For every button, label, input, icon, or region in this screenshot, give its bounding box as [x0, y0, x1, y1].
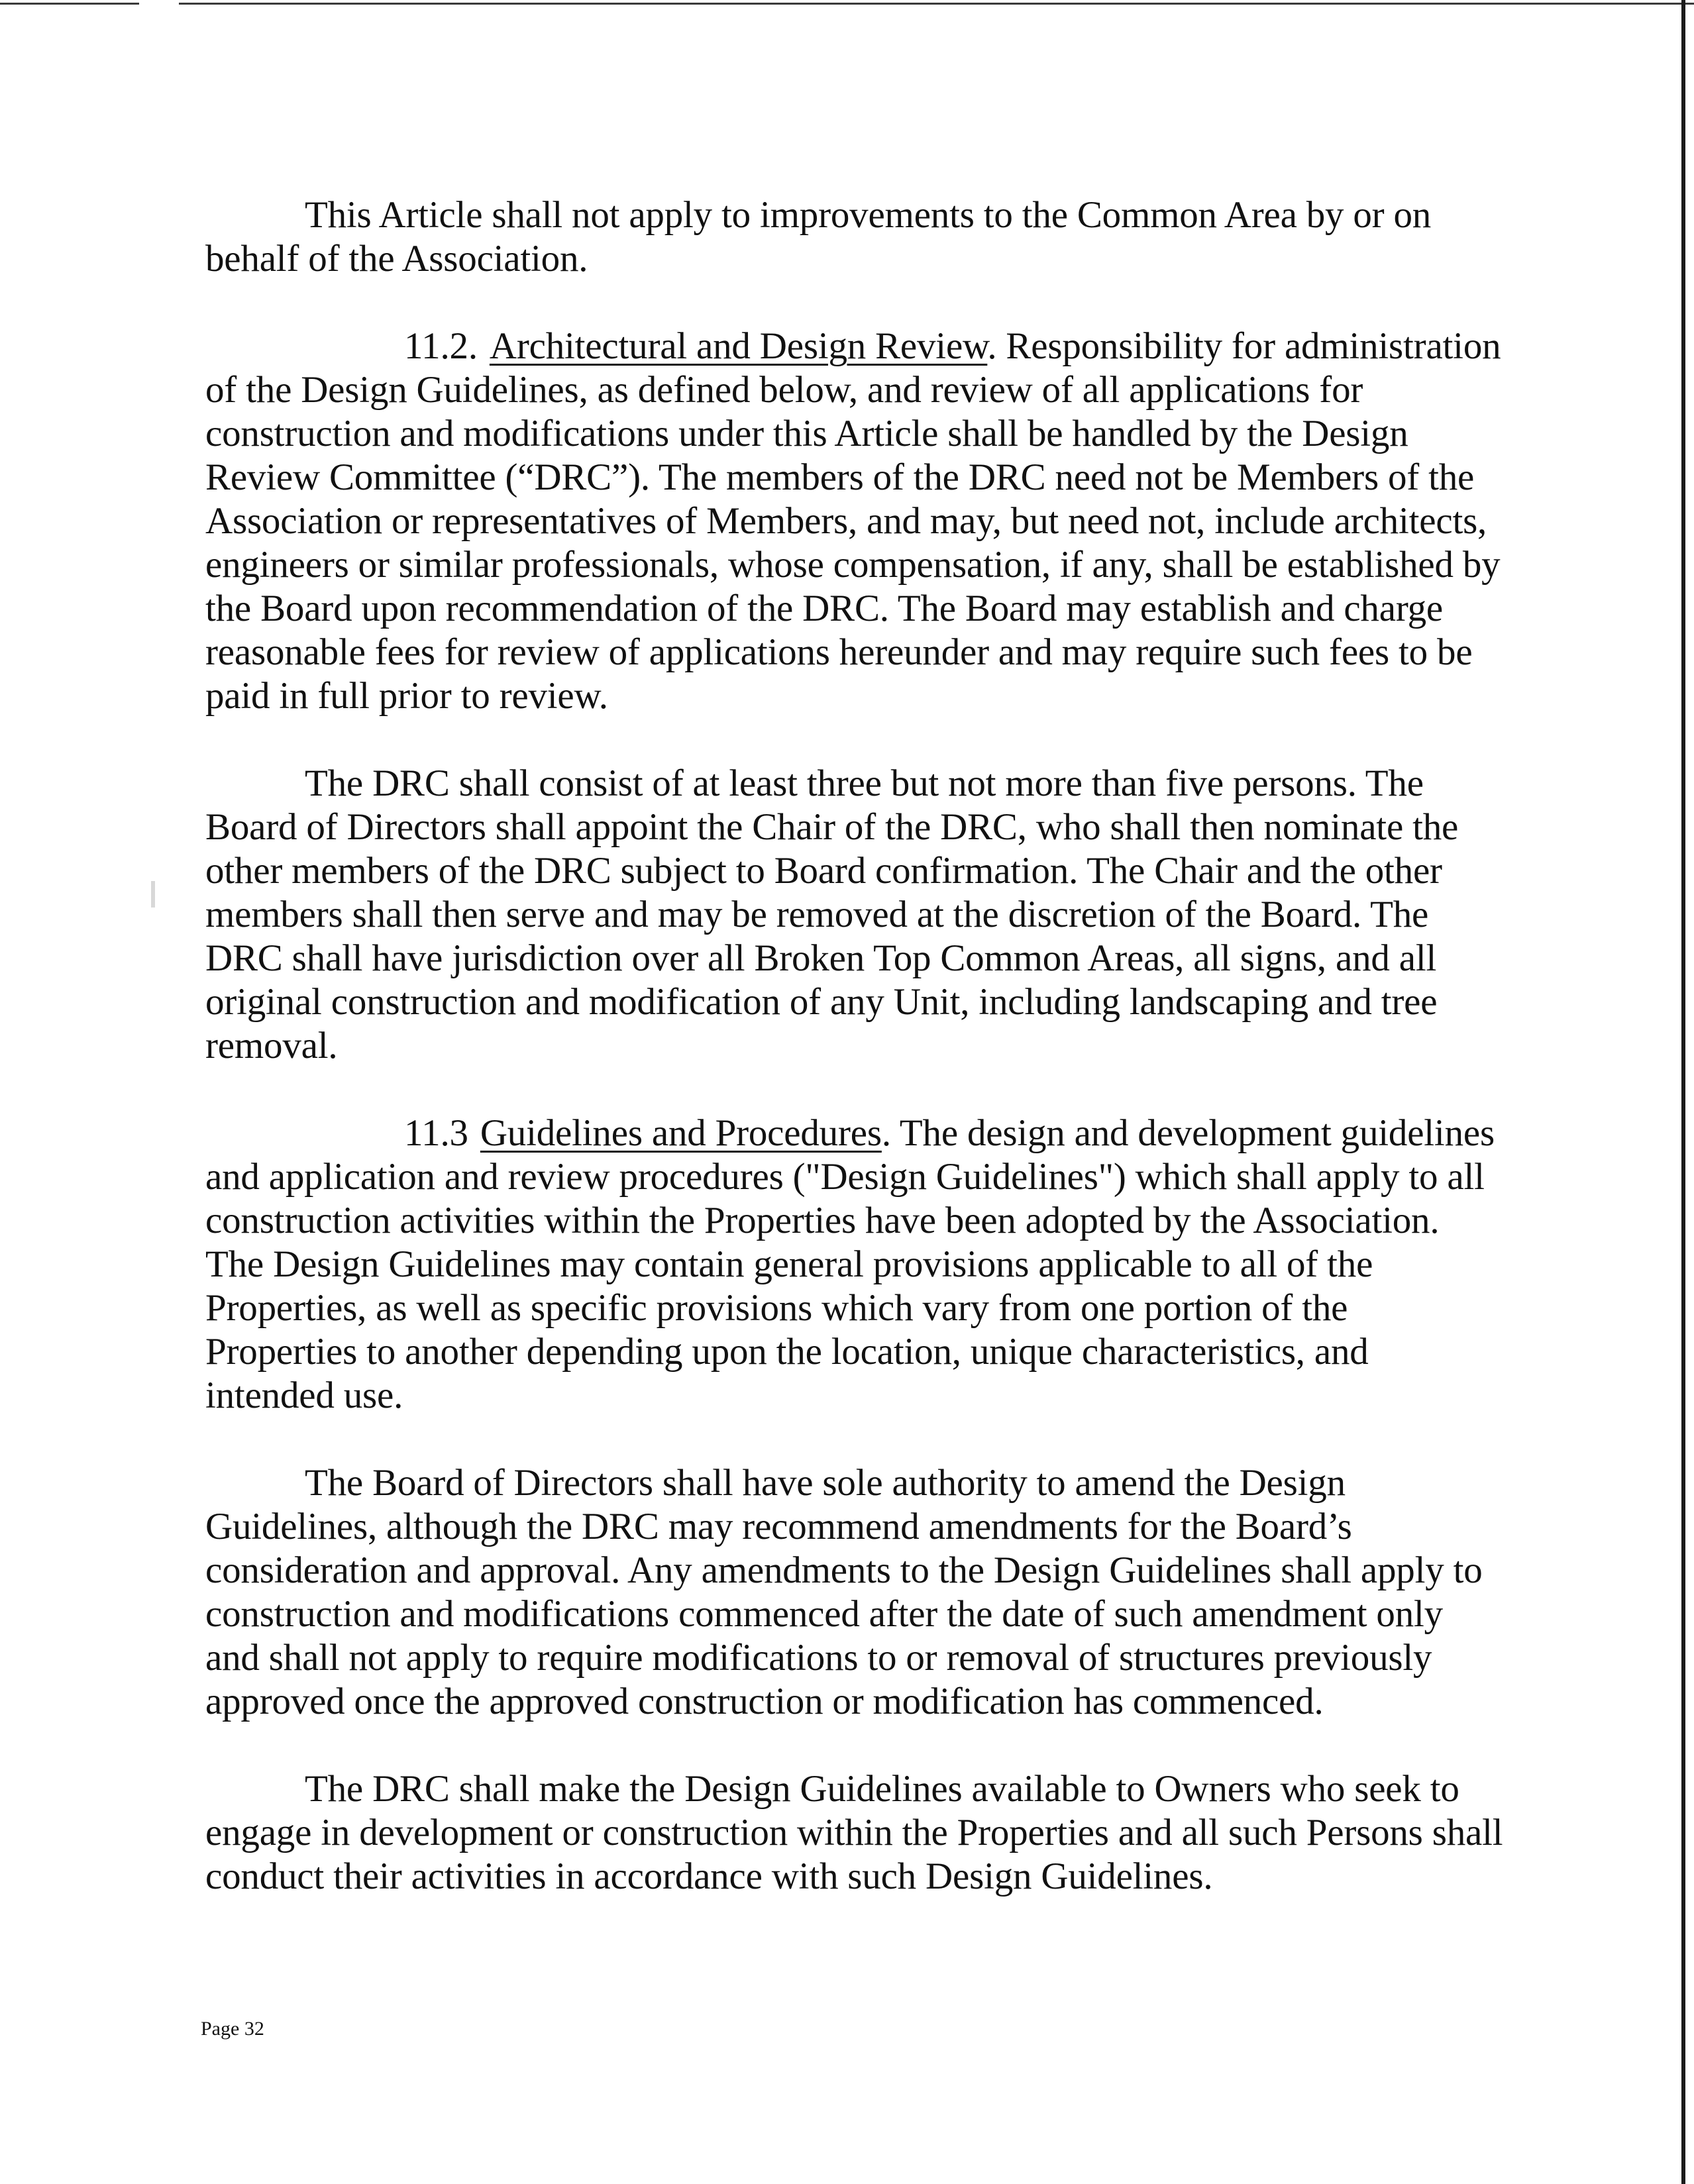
- section-title: Guidelines and Procedures: [480, 1112, 882, 1154]
- paragraph-section-11-3: [205, 1112, 1504, 1418]
- paragraph-text: This Article shall not apply to improvements to the Common Area by or on behalf of the Association.: [205, 194, 1432, 280]
- section-number: 11.3: [404, 1112, 468, 1154]
- paragraph-section-11-2: [205, 325, 1504, 718]
- page-number: Page 32: [201, 2018, 264, 2040]
- paragraph-article-scope: [205, 193, 1504, 281]
- paragraph-guidelines-availability: [205, 1767, 1504, 1898]
- section-title: Architectural and Design Review: [489, 325, 988, 367]
- paragraph-text: . The design and development guidelines and application and review procedures ("Design Guidelines") which shall apply to all construction activities within the Properties have been adopted by the Association. The Design Guidelines may contain general provisions applicable to all of the Properties, as well as specific provisions which vary from one portion of the Properties to another depending upon the location, unique characteristics, and intended use.: [205, 1112, 1495, 1416]
- paragraph-text: The DRC shall consist of at least three but not more than five persons. The Board of Directors shall appoint the Chair of the DRC, who shall then nominate the other members of the DRC subject to Board confirmation. The Chair and the other members shall then serve and may be removed at the discretion of the Board. The DRC shall have jurisdiction over all Broken Top Common Areas, all signs, and all original construction and modification of any Unit, including landscaping and tree removal.: [205, 762, 1459, 1066]
- document-body: [205, 193, 1504, 1942]
- paragraph-drc-composition: [205, 762, 1504, 1068]
- section-number: 11.2.: [404, 325, 478, 367]
- paragraph-text: The Board of Directors shall have sole authority to amend the Design Guidelines, although the DRC may recommend amendments for the Board’s consideration and approval. Any amendments to the Design Guidelines shall apply to construction and modifications commenced after the date of such amendment only and shall not apply to require modifications to or removal of structures previously approved once the approved construction or modification has commenced.: [205, 1462, 1483, 1722]
- scan-right-edge: [1681, 0, 1685, 2184]
- paragraph-text: . Responsibility for administration of the Design Guidelines, as defined below, and review of all applications for construction and modifications under this Article shall be handled by the Design Review Committee (“DRC”). The members of the DRC need not be Members of the Association or representatives of Members, and may, but need not, include architects, engineers or similar professionals, whose compensation, if any, shall be established by the Board upon recommendation of the DRC. The Board may establish and charge reasonable fees for review of applications hereunder and may require such fees to be paid in full prior to review.: [205, 325, 1501, 717]
- scan-fleck: [151, 881, 155, 908]
- paragraph-board-authority: [205, 1461, 1504, 1724]
- scan-top-edge: [0, 3, 1694, 5]
- scan-top-gap: [139, 3, 179, 5]
- paragraph-text: The DRC shall make the Design Guidelines available to Owners who seek to engage in development or construction within the Properties and all such Persons shall conduct their activities in accordance with such Design Guidelines.: [205, 1768, 1503, 1897]
